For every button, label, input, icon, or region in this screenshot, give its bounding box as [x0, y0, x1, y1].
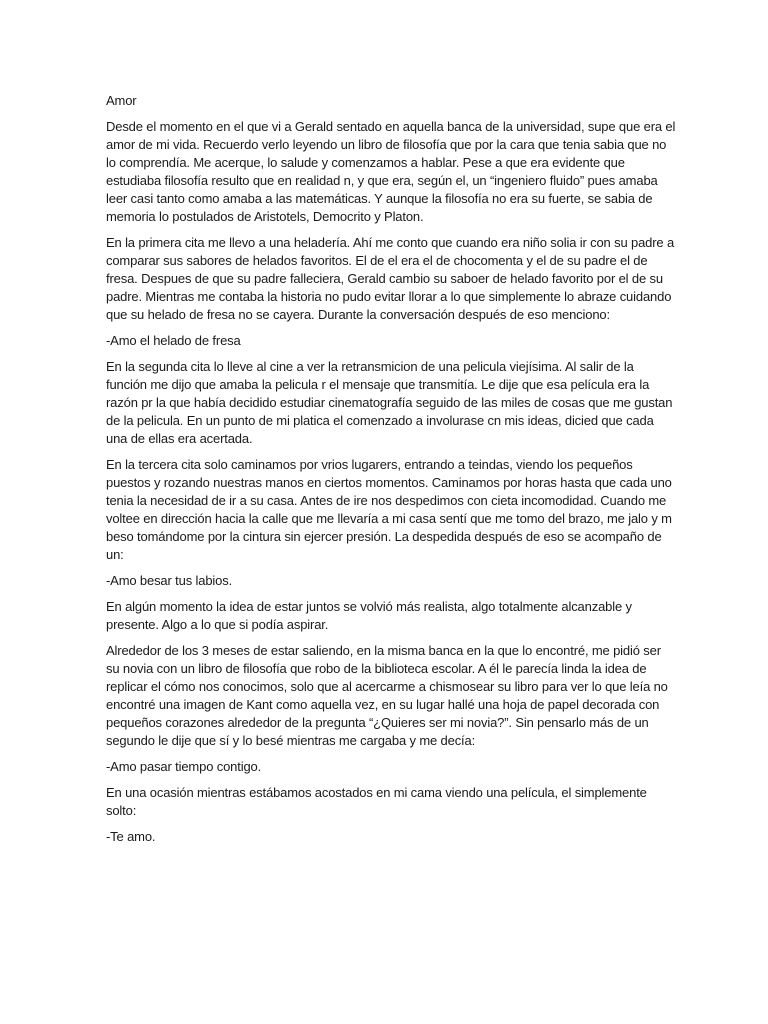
dialogue-line: -Amo pasar tiempo contigo.	[106, 759, 262, 774]
paragraph: Alrededor de los 3 meses de estar saliendo, en la misma banca en la que lo encontré, me pidió ser su novia con un libro de filosofía que robo de la biblioteca escolar. A él le parecía linda la idea de replicar el cómo nos conocimos, solo que al acercarme a chismosear su libro para ver lo que leía no encontré una imagen de Kant como aquella vez, en su lugar hallé una hoja de papel decorada con pequeños corazones alrededor de la pregunta “¿Quieres ser mi novia?”. Sin pensarlo más de un segundo le dije que sí y lo besé mientras me cargaba y me decía:	[106, 643, 668, 748]
paragraph: En una ocasión mientras estábamos acostados en mi cama viendo una película, el simplemente solto:	[106, 785, 647, 818]
dialogue-line: -Te amo.	[106, 829, 156, 844]
paragraph: En la primera cita me llevo a una heladería. Ahí me conto que cuando era niño solia ir con su padre a comparar sus sabores de helados favoritos. El de el era el de chocomenta y el de su padre el de fresa. Despues de que su padre falleciera, Gerald cambio su saboer de helado favorito por el de su padre. Mientras me contaba la historia no pudo evitar llorar a lo que simplemente lo abraze cuidando que su helado de fresa no se cayera. Durante la conversación después de eso menciono:	[106, 235, 675, 322]
document-title: Amor	[106, 93, 137, 108]
paragraph: En algún momento la idea de estar juntos se volvió más realista, algo totalmente alcanzable y presente. Algo a lo que si podía aspirar.	[106, 599, 632, 632]
document-page	[106, 92, 676, 854]
paragraph: En la segunda cita lo lleve al cine a ver la retransmicion de una pelicula viejísima. Al salir de la función me dijo que amaba la pelicula r el mensaje que transmitía. Le dije que esa película era la razón pr la que había decidido estudiar cinematografía seguido de las miles de cosas que me gustan de la pelicula. En un punto de mi platica el comenzado a involurase cn mis ideas, dicied que cada una de ellas era acertada.	[106, 359, 673, 446]
paragraph: Desde el momento en el que vi a Gerald sentado en aquella banca de la universidad, supe que era el amor de mi vida. Recuerdo verlo leyendo un libro de filosofía que por la cara que tenia sabia que no lo comprendía. Me acerque, lo salude y comenzamos a hablar. Pese a que era evidente que estudiaba filosofía resulto que en realidad n, y que era, según el, un “ingeniero fluido” pues amaba leer casi tanto como amaba a las matemáticas. Y aunque la filosofía no era su fuerte, se sabia de memoria lo postulados de Aristotels, Democrito y Platon.	[106, 119, 676, 224]
paragraph: En la tercera cita solo caminamos por vrios lugarers, entrando a teindas, viendo los pequeños puestos y rozando nuestras manos en ciertos momentos. Caminamos por horas hasta que cada uno tenia la necesidad de ir a su casa. Antes de ire nos despedimos con cieta incomodidad. Cuando me voltee en dirección hacia la calle que me llevaría a mi casa sentí que me tomo del brazo, me jalo y m beso tomándome por la cintura sin ejercer presión. La despedida después de eso se acompaño de un:	[106, 457, 672, 562]
dialogue-line: -Amo besar tus labios.	[106, 573, 233, 588]
dialogue-line: -Amo el helado de fresa	[106, 333, 241, 348]
